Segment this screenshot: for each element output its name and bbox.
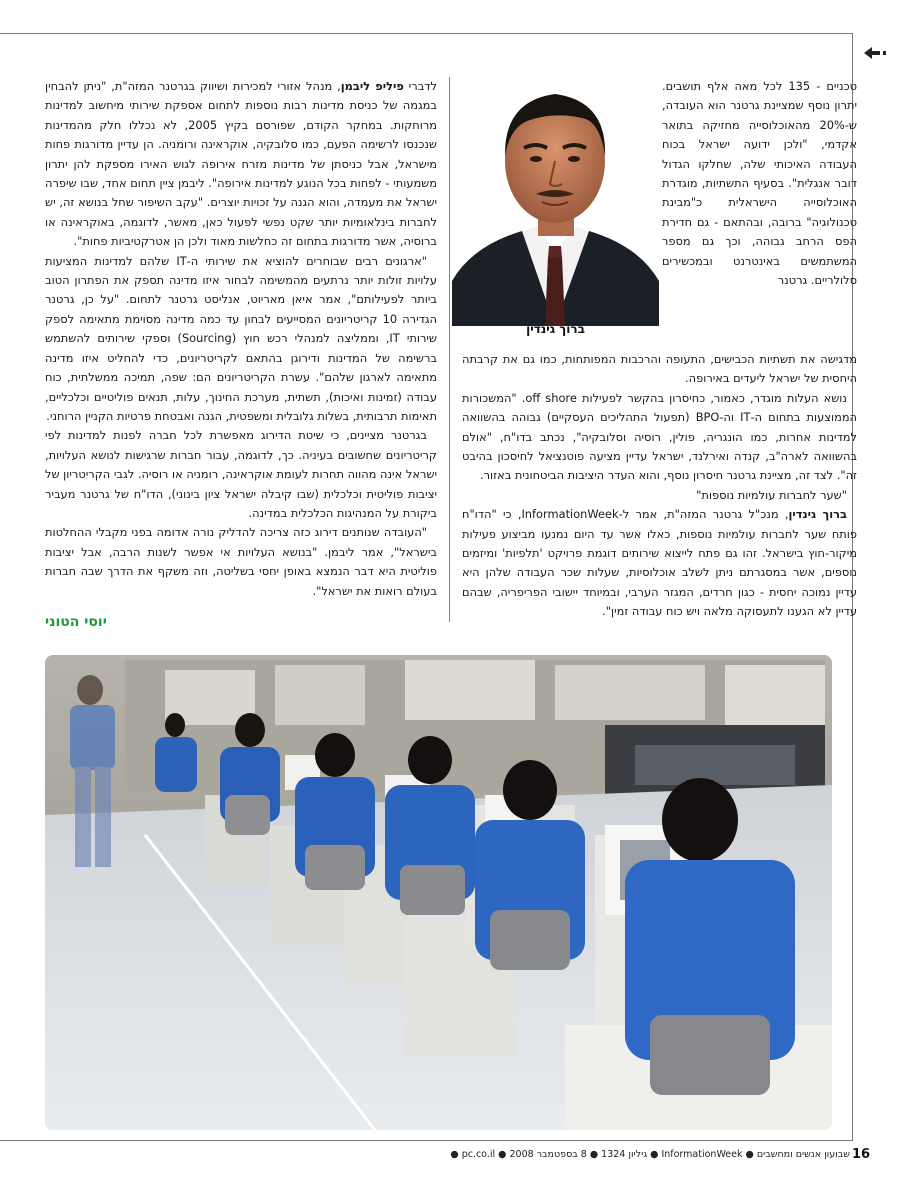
factory-workers-photo	[45, 655, 832, 1130]
article-paragraph: "ארגונים רבים שבוחרים להוציא את שירותי ה-IT שלהם למדינות המציעות עלויות זולות יותר נרתעים מהמשימה לבחור איזו מדינה תספק את הפתרון הטוב ביותר לפעילותם", אמר איאן מאריוט, אנליסט גרטנר לתחום. "על כן, גרטנר הגדירה 10 קריטריונים המסייעים לבחון עד כמה מדינה מסוימת מתאימה לספק שירותי IT, וממליצה למנהלי רכש חוץ (Sourcing) וספקי שירותים להשתמש ברשימה של המדינות ודירוגן בהתאם לקריטריונים, כדי להחליט איזו מדינה מתאימה לארגון שלהם". עשרת הקריטריונים הם: שפה, תמיכה ממשלתית, כוח עבודה (זמינות ואיכות), תשתית, מערכת החינוך, עלות, תנאים פוליטיים וכלכליים, תאימות תרבותית, בשלות גלובלית ומשפטית, הגנה ואבטחת פרטיות הקניין הרוחני.	[45, 253, 437, 423]
author-byline: יוסי הטוני	[45, 614, 107, 630]
article-column-right-bottom	[462, 350, 857, 622]
frame-bottom-rule	[0, 1140, 853, 1141]
article-paragraph: מדגישה את תשתיות הכבישים, התעופה והרכבות המפותחות, כמו גם את קרבתה היחסית של ישראל ליעדים באירופה.	[462, 352, 857, 386]
portrait-photo	[452, 76, 659, 326]
article-paragraph: "העובדה שנותנים דירוג כזה צריכה להדליק נורה אדומה בפני מקבלי ההחלטות בישראל", אמר ליבמן. "בנושא העלויות אי אפשר לשנות הרבה, אבל יציבות פוליטית היא דבר הנמצא באופן יחסי בשליטה, וזה משקף את הדרך שבה חברות בעולם רואות את ישראל".	[45, 525, 437, 598]
article-paragraph: בגרטנר מציינים, כי שיטת הדירוג מאפשרת לכל חברה לפנות למדינות לפי קריטריונים שחשובים בעיניה. כך, לדוגמה, עבור חברות שרגישות לנושא העלויות, ישראל אינה מהווה תחרות לעומת אוקראינה, רומניה או רוסיה. לגבי הקריטריון של יציבות פוליטית וכלכלית (שבו קיבלה ישראל ציון בינוני), הדו"ח של גרטנר מעביר ביקורת על המנהיגות הכלכלית במדינה.	[45, 428, 437, 520]
article-column-right-top	[662, 77, 857, 290]
portrait-caption: ברוך גינדין	[526, 322, 585, 336]
subheading: "שער לחברות עולמיות נוספות"	[696, 487, 847, 502]
article-column-left	[45, 77, 437, 601]
article-paragraph: ברוך גינדין, מנכ"ל גרטנר המזה"ת, אמר ל-InformationWeek, כי "הדו"ח פותח שער לחברות עולמיות נוספות, כאלו אשר עד היום נמנעו מביצוע פעילות מיקור-חוץ בישראל. זהו גם פתח לייצוא שירותים דוגמת פרויקט 'תלפיות' ומיזמים נוספים, אשר במסגרתם ניתן לשלב אוכלוסיות, שעלות שכר העבודה שלהן היא עדיין נמוכה יחסית - כגון חרדים, המגזר הערבי, ובמיוחד יישובי הפריפריה, שבהם עדיין לא הגענו לתעסוקה מלאה ויש כוח עבודה זמין".	[462, 507, 857, 619]
frame-top-rule	[0, 33, 852, 34]
quoted-person-name: פיליפ ליבמן	[340, 79, 404, 93]
continue-arrow-icon	[862, 45, 888, 61]
page-number: 16	[852, 1147, 871, 1162]
quoted-person-name: ברוך גינדין	[788, 507, 847, 522]
article-paragraph: נושא העלות מוגדר, כאמור, כחיסרון בהקשר לפעילות off shore. "המשכורות הממוצעות בתחום ה-IT וה-BPO (תפעול התהליכים העסקיים) גבוהה בהשוואה למדינות אחרות, כמו הונגריה, פולין, רוסיה וסלובקיה", נכתב בדו"ח, "אולם בהשוואה לארה"ב, קנדה ואירלנד, ישראל עדיין מציעה פוטנציאל לחיסכון בהיבט זה". לצד זה, מציינת גרטנר חיסרון נוסף, והוא העדר היציבות הביטחונית באזור.	[462, 390, 857, 483]
column-divider	[449, 77, 450, 622]
page-footer: שבועון אנשים ומחשבים ● InformationWeek ● גיליון 1324 ● 8 בספטמבר 2008 ● pc.co.il ●	[450, 1149, 850, 1160]
article-paragraph: לדברי פיליפ ליבמן, מנהל אזורי למכירות ושיווק בגרטנר המזה"ת, "ניתן להבחין במגמה של כניסת מדינות רבות נוספות לתחום אספקת שירותי מיחשוב למדינות מרוחקות. במחקר הקודם, שפורסם בקיץ 2005, לא נכללו חלק מהמדינות שנכנסו לרשימה הפעם, כמו סלובקיה, אוקראינה ורומניה. הן עדיין מדורגות פחות מישראל, אבל כניסתן של מדינות מזרח אירופה לגוש האירו מספקת להן יתרון משמעותי - לפחות בכל הנוגע למדינות אירופה". ליבמן ציין תחום אחד, שבו שיפרה ישראל את מעמדה, והוא הגנה על זכויות יוצרים. "עקב השיפור שחל בנושא זה, יש לחברות בינלאומיות יותר שקט נפשי לפעול כאן, מאשר, לדוגמה, באוקראינה או ברוסיה, אשר מדורגות בתחום זה כחלשות מאוד ולכן הן אטרקטיביות פחות".	[45, 79, 437, 249]
article-paragraph: טכניים - 135 לכל מאה אלף תושבים. יתרון נוסף שמציינת גרטנר הוא העובדה, ש-20% מהאוכלוסייה מחזיקה בתואר אקדמי, "ולכן ידועה ישראל בכוח העבודה האיכותי שלה, שחלקו הגדול דובר אנגלית". בסעיף התשתיות, מוגדרת האוכלוסייה הישראלית כ"מבינת טכנולוגיה" ברובה, ובהתאם - גם חדירת הפס הרחב גבוהה, וכך גם מספר המשתמשים באינטרנט ובמכשירים סלולריים. גרטנר	[662, 79, 857, 288]
